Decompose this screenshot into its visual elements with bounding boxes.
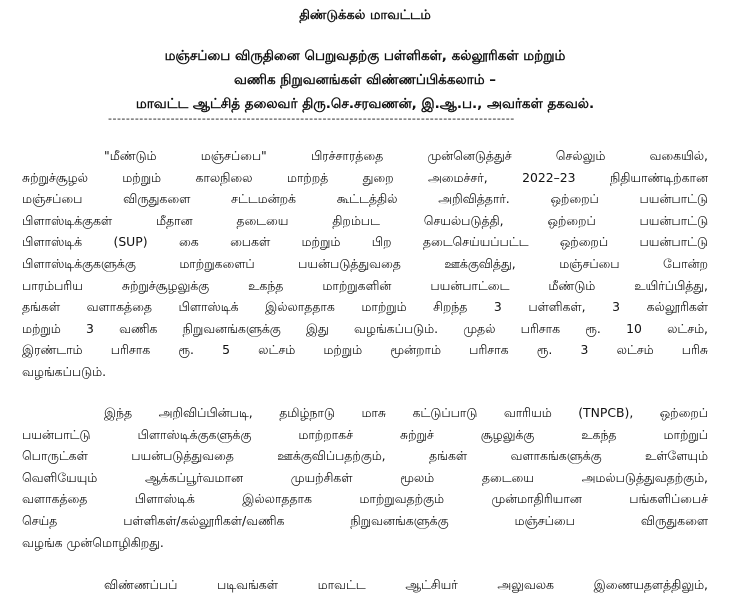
headline-line: மாவட்ட ஆட்சித் தலைவர் திரு.செ.சரவணன், இ.ஆ.ப., அவர்கள் தகவல். [135, 96, 595, 112]
paragraph-1 [22, 145, 708, 383]
paragraph-line: இந்த அறிவிப்பின்படி, தமிழ்நாடு மாசு கட்டுப்பாடு வாரியம் (TNPCB), ஒற்றைப் [104, 405, 708, 420]
separator-line: ------------------------------------------------------------------------------------------- [108, 113, 515, 125]
district-title: திண்டுக்கல் மாவட்டம் [299, 8, 431, 23]
paragraph-2 [22, 402, 708, 553]
paragraph-line: மற்றும் 3 வணிக நிறுவனங்களுக்கு இது வழங்கப்படும். முதல் பரிசாக ரூ. 10 லட்சம், [22, 320, 708, 336]
paragraph-line: பிளாஸ்டிக்குகளுக்கு மாற்றுகளைப் பயன்படுத்துவதை ஊக்குவித்து, மஞ்சப்பை போன்ற [22, 255, 708, 271]
headline-line: மஞ்சப்பை விருதினை பெறுவதற்கு பள்ளிகள், கல்லூரிகள் மற்றும் [164, 48, 566, 64]
paragraph-line: இரண்டாம் பரிசாக ரூ. 5 லட்சம் மற்றும் மூன்றாம் பரிசாக ரூ. 3 லட்சம் பரிசு [22, 342, 708, 358]
paragraph-line: பிளாஸ்டிக் (SUP) கை பைகள் மற்றும் பிற தடைசெய்யப்பட்ட ஒற்றைப் பயன்பாட்டு [22, 234, 708, 250]
paragraph-line: சுற்றுச்சூழல் மற்றும் காலநிலை மாற்றத் துறை அமைச்சர், 2022–23 நிதியாண்டிற்கான [22, 169, 708, 185]
paragraph-line: வழங்க முன்மொழிகிறது. [22, 534, 164, 550]
paragraph-line: வெளியேயும் ஆக்கப்பூர்வமான முயற்சிகள் மூலம் தடையை அமல்படுத்துவதற்கும், [22, 469, 708, 485]
paragraph-line: பொருட்கள் பயன்படுத்துவதை ஊக்குவிப்பதற்கும், தங்கள் வளாகங்களுக்கு உள்ளேயும் [22, 448, 708, 464]
paragraph-line: விண்ணப்பப் படிவங்கள் மாவட்ட ஆட்சியர் அலுவலக இணையதளத்திலும், [104, 577, 708, 592]
paragraph-line: தங்கள் வளாகத்தை பிளாஸ்டிக் இல்லாததாக மாற்றும் சிறந்த 3 பள்ளிகள், 3 கல்லூரிகள் [22, 299, 708, 315]
headline [0, 44, 730, 116]
headline-line: வணிக நிறுவனங்கள் விண்ணப்பிக்கலாம் – [233, 72, 497, 88]
paragraph-line: பாரம்பரிய சுற்றுச்சூழலுக்கு உகந்த மாற்றுகளின் பயன்பாட்டை மீண்டும் உயிர்ப்பித்து, [22, 277, 708, 293]
paragraph-line: "மீண்டும் மஞ்சப்பை" பிரச்சாரத்தை முன்னெடுத்துச் செல்லும் வகையில், [104, 148, 708, 163]
paragraph-3 [22, 574, 708, 596]
paragraph-line: செய்த பள்ளிகள்/கல்லூரிகள்/வணிக நிறுவனங்களுக்கு மஞ்சப்பை விருதுகளை [22, 512, 708, 528]
paragraph-line: பயன்பாட்டு பிளாஸ்டிக்குகளுக்கு மாற்றாகச் சுற்றுச் சூழலுக்கு உகந்த மாற்றுப் [22, 426, 708, 442]
paragraph-line: பிளாஸ்டிக்குகள் மீதான தடையை திறம்பட செயல்படுத்தி, ஒற்றைப் பயன்பாட்டு [22, 212, 708, 228]
paragraph-line: வளாகத்தை பிளாஸ்டிக் இல்லாததாக மாற்றுவதற்கும் முன்மாதிரியான பங்களிப்பைச் [22, 491, 708, 507]
paragraph-line: வழங்கப்படும். [22, 363, 107, 379]
paragraph-line: மஞ்சப்பை விருதுகளை சட்டமன்றக் கூட்டத்தில் அறிவித்தார். ஒற்றைப் பயன்பாட்டு [22, 191, 708, 207]
